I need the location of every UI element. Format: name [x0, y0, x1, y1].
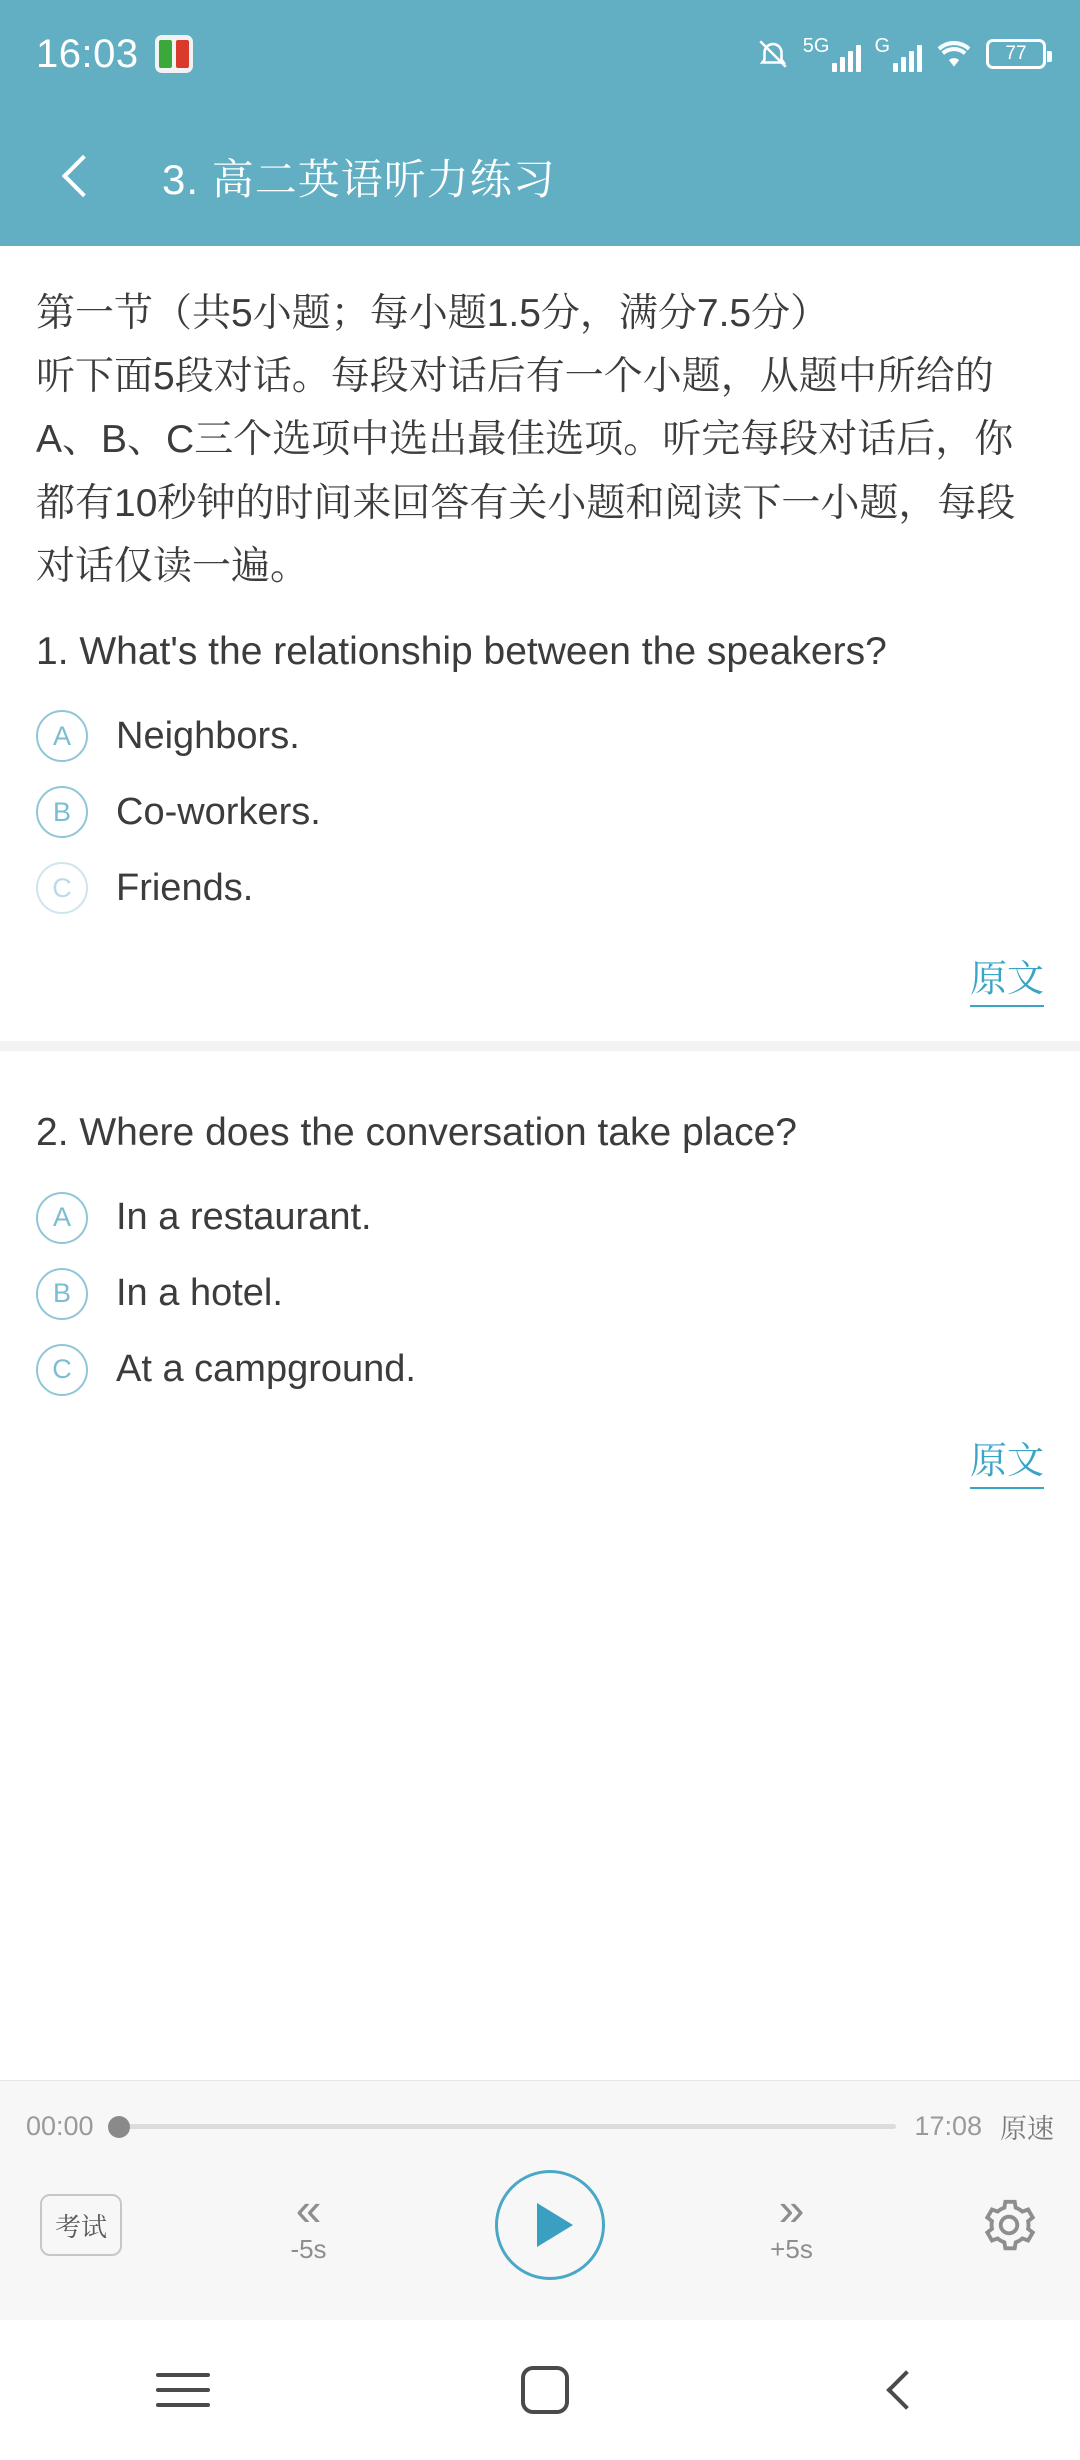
- battery-indicator: [986, 39, 1046, 69]
- option-key-circle: C: [36, 862, 88, 914]
- total-time: 17:08: [914, 2111, 982, 2141]
- option-key-circle: C: [36, 1344, 88, 1396]
- rewind-button[interactable]: [244, 2182, 374, 2265]
- progress-row: [0, 2081, 1080, 2146]
- forward-button[interactable]: [727, 2182, 857, 2265]
- question-2-section: [0, 1051, 1080, 1408]
- forward-label: +5s: [770, 2233, 813, 2264]
- battery-level: 77: [1005, 43, 1027, 64]
- back-chevron-icon[interactable]: [880, 2368, 924, 2412]
- status-time: 16:03: [36, 31, 139, 76]
- rewind-icon: «: [295, 2182, 322, 2235]
- option-label: Friends.: [116, 866, 254, 909]
- notebook-icon: [155, 35, 193, 73]
- option-label: In a hotel.: [116, 1272, 283, 1315]
- transcript-link[interactable]: 原文: [970, 1430, 1044, 1489]
- option-label: At a campground.: [116, 1348, 416, 1391]
- playback-speed-button[interactable]: 原速: [1000, 2114, 1054, 2144]
- audio-player: [0, 2080, 1080, 2320]
- exam-mode-button[interactable]: 考试: [40, 2194, 122, 2256]
- signal-bars-1: [832, 44, 861, 72]
- progress-knob[interactable]: [108, 2116, 130, 2138]
- signal-bars-2: [893, 44, 922, 72]
- option-label: Co-workers.: [116, 790, 321, 833]
- option-2-a[interactable]: [36, 1180, 1044, 1256]
- signal-5g: [803, 36, 862, 72]
- network-label-5g: 5G: [802, 35, 830, 57]
- question-2-options[interactable]: [36, 1180, 1044, 1408]
- recents-square-icon[interactable]: [521, 2366, 569, 2414]
- status-bar-right: [756, 36, 1046, 72]
- option-1-b[interactable]: [36, 774, 1044, 850]
- intro-line-2: 听下面5段对话。每段对话后有一个小题，从题中所给的A、B、C三个选项中选出最佳选项。听完每段对话后，你都有10秒钟的时间来回答有关小题和阅读下一小题，每段对话仅读一遍。: [36, 355, 1016, 588]
- wifi-icon: [935, 39, 973, 69]
- option-2-c[interactable]: [36, 1332, 1044, 1408]
- question-2-text: 2. Where does the conversation take place?: [36, 1111, 797, 1155]
- signal-g: [874, 36, 922, 72]
- status-bar-left: [36, 32, 193, 77]
- option-1-c[interactable]: [36, 850, 1044, 926]
- network-label-g: G: [874, 35, 890, 57]
- system-nav-bar: [0, 2320, 1080, 2460]
- intro-line-1: 第一节（共5小题；每小题1.5分，满分7.5分）: [36, 292, 830, 335]
- section-divider: [0, 1041, 1080, 1051]
- option-label: In a restaurant.: [116, 1196, 372, 1239]
- question-1-options[interactable]: [36, 698, 1044, 926]
- forward-icon: »: [778, 2182, 805, 2235]
- option-label: Neighbors.: [116, 714, 300, 757]
- status-bar: [0, 0, 1080, 108]
- option-key-circle: B: [36, 786, 88, 838]
- option-key-circle: A: [36, 1192, 88, 1244]
- question-1-text: 1. What's the relationship between the speakers?: [36, 629, 887, 673]
- back-chevron-icon[interactable]: [52, 150, 106, 204]
- rewind-label: -5s: [290, 2233, 327, 2264]
- transcript-link[interactable]: 原文: [970, 948, 1044, 1007]
- question-2-transcript-row[interactable]: [0, 1408, 1080, 1489]
- bell-muted-icon: [756, 37, 790, 71]
- option-2-b[interactable]: [36, 1256, 1044, 1332]
- question-1-transcript-row[interactable]: [0, 926, 1080, 1007]
- option-key-circle: A: [36, 710, 88, 762]
- player-controls: [0, 2146, 1080, 2280]
- intro-section: [0, 246, 1080, 926]
- play-button[interactable]: [495, 2170, 605, 2280]
- exercise-content[interactable]: [0, 246, 1080, 2080]
- progress-slider[interactable]: [112, 2124, 897, 2129]
- current-time: 00:00: [26, 2111, 94, 2141]
- page-title: 3. 高二英语听力练习: [162, 156, 556, 203]
- option-key-circle: B: [36, 1268, 88, 1320]
- app-header: [0, 108, 1080, 246]
- intro-text: [36, 246, 1044, 598]
- option-1-a[interactable]: [36, 698, 1044, 774]
- menu-icon[interactable]: [156, 2373, 210, 2407]
- play-icon: [537, 2203, 573, 2247]
- gear-icon[interactable]: [978, 2194, 1040, 2256]
